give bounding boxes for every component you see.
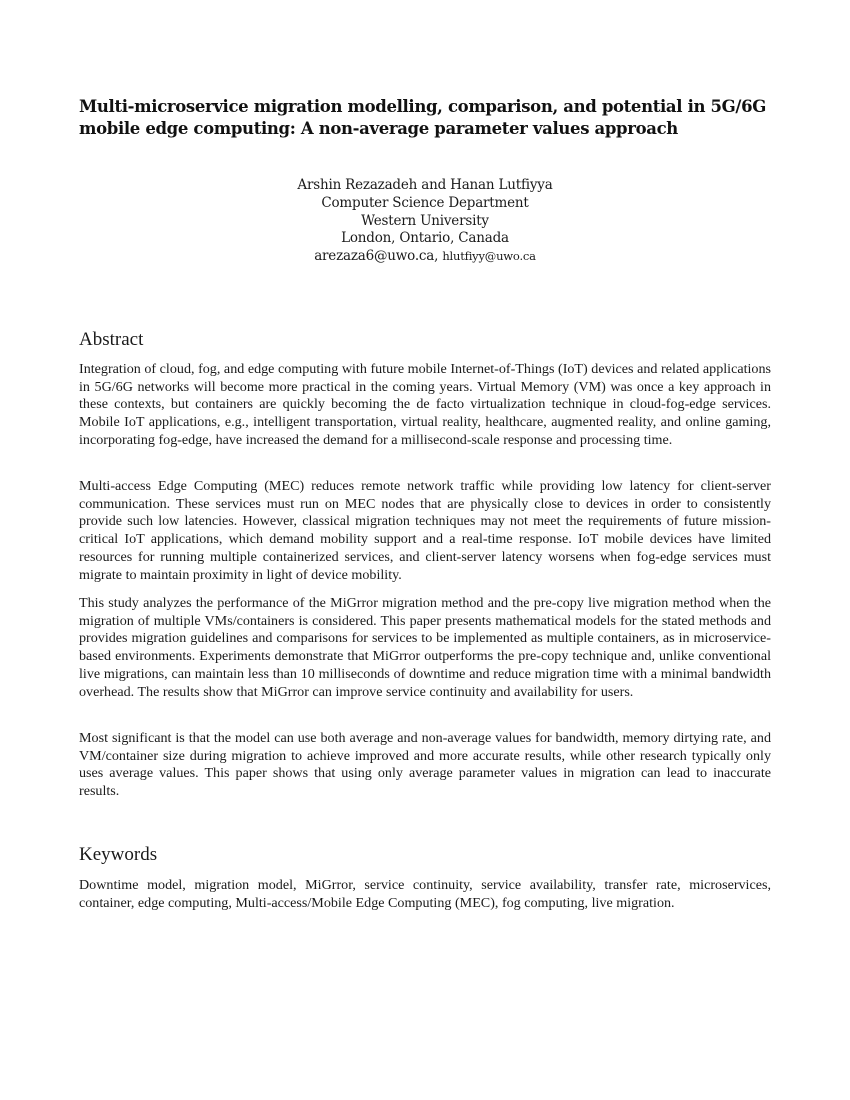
author-block bbox=[200, 177, 650, 266]
author-emails bbox=[200, 248, 650, 266]
abstract-heading: Abstract bbox=[79, 329, 144, 350]
paper-title: Multi-microservice migration modelling, comparison, and potential in 5G/6G mobile edge computing: A non-average parameter values approach bbox=[79, 97, 766, 138]
abstract-paragraph: Integration of cloud, fog, and edge computing with future mobile Internet-of-Things (IoT) devices and related applications in 5G/6G networks will become more practical in the coming years. Virtual Memory (VM) was once a key approach in these contexts, but containers are quickly becoming the de facto virtualization technique in cloud-fog-edge services. Mobile IoT applications, e.g., intelligent transportation, virtual reality, healthcare, augmented reality, and online gaming, incorporating fog-edge, have increased the demand for a millisecond-scale response and processing time. bbox=[79, 361, 771, 448]
author-university: Western University bbox=[361, 212, 489, 229]
author-email-1: arezaza6@uwo.ca, bbox=[314, 248, 439, 265]
keywords-heading: Keywords bbox=[79, 844, 158, 865]
author-location: London, Ontario, Canada bbox=[341, 230, 509, 247]
abstract-paragraph: This study analyzes the performance of the MiGrror migration method and the pre-copy live migration method when the migration of multiple VMs/containers is considered. This paper presents mathematical models for the stated methods and provides migration guidelines and comparisons for services to be implemented as multiple containers, as in microservice-based environments. Experiments demonstrate that MiGrror outperforms the pre-copy technique and, unlike conventional live migrations, can maintain less than 10 milliseconds of downtime and reduce migration time with a minimal bandwidth overhead. The results show that MiGrror can improve service continuity and availability for users. bbox=[79, 595, 771, 700]
author-names: Arshin Rezazadeh and Hanan Lutfiyya bbox=[297, 177, 553, 193]
author-department: Computer Science Department bbox=[321, 194, 529, 211]
author-email-2: hlutfiyy@uwo.ca bbox=[442, 249, 536, 264]
abstract-paragraph: Most significant is that the model can use both average and non-average values for bandwidth, memory dirtying rate, and VM/container size during migration to achieve improved and more accurate results, while other research typically only uses average values. This paper shows that using only average parameter values in migration can lead to inaccurate results. bbox=[79, 730, 771, 800]
keywords-text: Downtime model, migration model, MiGrror, service continuity, service availability, transfer rate, microservices, container, edge computing, Multi-access/Mobile Edge Computing (MEC), fog computing, live migration. bbox=[79, 877, 771, 911]
abstract-paragraph: Multi-access Edge Computing (MEC) reduces remote network traffic while providing low latency for client-server communication. These services must run on MEC nodes that are physically close to devices in order to consistently provide such low latencies. However, classical migration techniques may not meet the requirements of future mission-critical IoT applications, which demand mobility support and a real-time response. IoT mobile devices have limited resources for running multiple containerized services, and client-server latency worsens when fog-edge services must migrate to maintain proximity in light of device mobility. bbox=[79, 478, 771, 583]
